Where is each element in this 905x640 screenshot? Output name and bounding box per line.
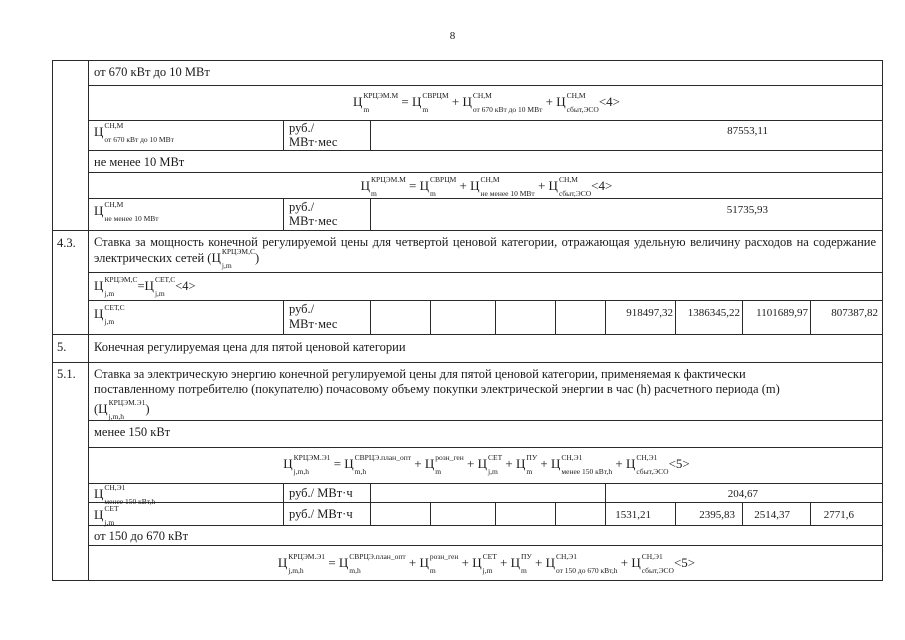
value-cell: 87553,11 [727,125,768,137]
unit-cell: руб./ [289,302,315,316]
col-line [605,300,606,334]
unit-cell: руб./ [289,121,315,135]
value-cell: 51735,93 [726,204,768,216]
col-line [495,502,496,525]
formula-150-670: Ц КРЦЭМ.Э1 j,m,h = Ц СВРЦЭ.план_опт m,h + Ц розн_ген m + Ц СЕТ j,m + Ц ПУ m + Ц СН,Э1 от 150 до 670 кВт,h + Ц СН,Э1 сбыт,ЭСО <5> [277,552,696,576]
row-line [88,483,883,484]
col-line [810,300,811,334]
unit-cell: МВт·мес [289,214,338,228]
unit-cell: руб./ [289,200,315,214]
row-line [52,580,883,581]
paragraph-5-1-line2: поставленному потребителю (покупателю) почасовому объему покупки электрической энергии в час (h) расчетного периода (m) [94,382,780,396]
col-line [283,198,284,230]
symbol-cell-10up: Ц СН,М не менее 10 МВт [94,200,159,223]
symbol-cell-4-3: Ц СЕТ,С j,m [94,303,125,326]
row-line [52,334,883,335]
symbol-cell-670-10: Ц СН,М от 670 кВт до 10 МВт [94,121,174,144]
value-cell: 918497,32 [626,307,673,319]
col-line [810,502,811,525]
section-title-150: менее 150 кВт [94,425,171,439]
col-line [555,502,556,525]
value-cell: 807387,82 [831,307,878,319]
col-line [605,483,606,502]
section-title-150-670: от 150 до 670 кВт [94,529,189,543]
row-line [88,172,883,173]
formula-150: Ц КРЦЭМ.Э1 j,m,h = Ц СВРЦЭ.план_опт m,h + Ц розн_ген m + Ц СЕТ j,m + Ц ПУ m + Ц СН,Э1 менее 150 кВт,h + Ц СН,Э1 сбыт,ЭСО <5> [283,453,690,477]
paragraph-4-3: Ставка за мощность конечной регулируемой цены для четвертой ценовой категории, отражающая удельную величину расходов на содержание электрических сетей (Ц КРЦЭМ,С j,m ) [94,235,876,271]
col-line [283,300,284,334]
row-number-5-1: 5.1. [57,367,76,381]
row-line [88,85,883,86]
col-line [742,502,743,525]
row-line [88,525,883,526]
row-line [88,545,883,546]
row-line [52,362,883,363]
paragraph-5-1-symbol: (Ц КРЦЭМ.Э1 j,m,h ) [94,398,150,421]
row-line [88,300,883,301]
section-title-5: Конечная регулируемая цена для пятой ценовой категории [94,340,406,354]
row-line [88,502,883,503]
unit-cell: руб./ МВт·ч [289,507,353,521]
unit-cell: МВт·мес [289,135,338,149]
row-number-4-3: 4.3. [57,236,76,250]
col-line [370,502,371,525]
value-cell: 1531,21 [615,509,651,521]
section-title-10up: не менее 10 МВт [94,155,185,169]
value-cell: 1386345,22 [687,307,740,319]
formula-4-3: Ц КРЦЭМ,С j,m =Ц СЕТ,С j,m <4> [94,275,196,298]
symbol-cell-150-set: Ц СЕТ j,m [94,504,119,527]
col-line [370,483,371,502]
formula-670-10: Ц КРЦЭМ.М m = Ц СВРЦМ m + Ц СН,М от 670 кВт до 10 МВт + Ц СН,М сбыт,ЭСО <4> [352,91,621,115]
col-line [430,300,431,334]
row-line [88,198,883,199]
col-line [675,300,676,334]
col-line [675,502,676,525]
row-line [52,60,883,61]
col-line [370,300,371,334]
paragraph-5-1-line1: Ставка за электрическую энергию конечной регулируемой цены для пятой ценовой категории, применяемая к фактически [94,367,746,381]
value-cell: 1101689,97 [756,307,808,319]
col-line [283,483,284,502]
value-cell: 2514,37 [754,509,790,521]
row-line [88,150,883,151]
row-line [88,447,883,448]
col-line [605,502,606,525]
col-line [742,300,743,334]
col-line [283,502,284,525]
unit-cell: МВт·мес [289,317,338,331]
col-line [370,198,371,230]
formula-10up: Ц КРЦЭМ.М m = Ц СВРЦМ m + Ц СН,М не менее 10 МВт + Ц СН,М сбыт,ЭСО <4> [360,175,613,199]
value-cell: 2771,6 [823,509,854,521]
row-line [88,272,883,273]
col-line [370,120,371,150]
col-line [555,300,556,334]
value-cell: 204,67 [727,488,758,500]
unit-cell: руб./ МВт·ч [289,486,353,500]
value-cell: 2395,83 [699,509,735,521]
table-border-left [52,60,53,580]
col-line [430,502,431,525]
col-line [283,120,284,150]
section-title-670-10: от 670 кВт до 10 МВт [94,65,210,79]
col-line [495,300,496,334]
page-number: 8 [449,30,456,42]
row-line [88,120,883,121]
row-number-5: 5. [57,340,67,354]
symbol-cell-150-sn: Ц СН,Э1 менее 150 кВт,h [94,483,156,506]
row-line [88,420,883,421]
row-line [52,230,883,231]
